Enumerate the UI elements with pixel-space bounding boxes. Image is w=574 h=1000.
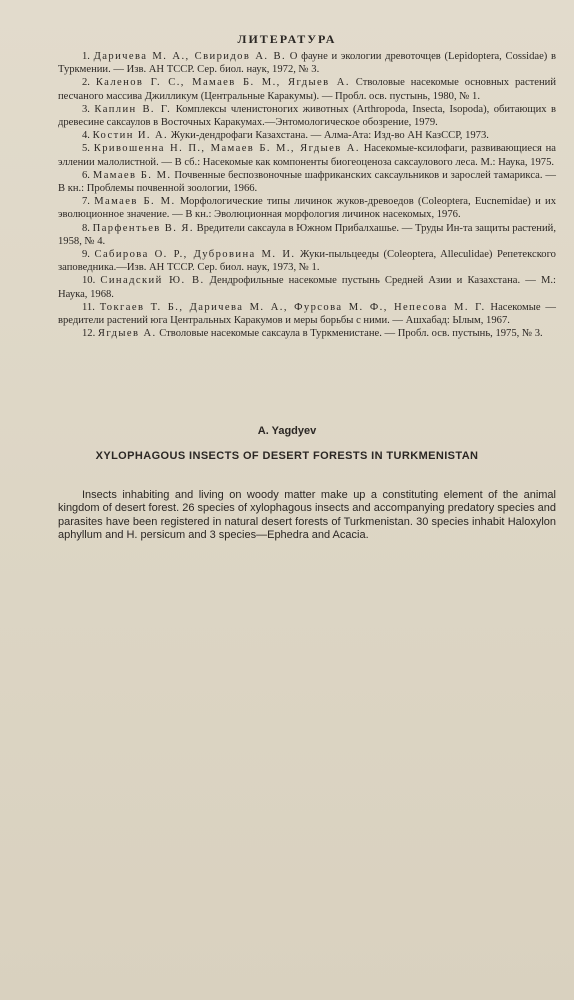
reference-number: 1. (82, 51, 90, 62)
reference-author: Каленов Г. С., Мамаев Б. М., Ягдыев А. (95, 77, 350, 89)
reference-item (58, 301, 556, 327)
reference-author: Мамаев Б. М. (94, 196, 176, 208)
reference-text: Жуки-пыльцееды (Coleoptera, Alleculidae) Репетекского заповедника.—Изв. АН ТССР. Сер. биол. наук, 1973, № 1. (58, 249, 556, 274)
reference-item (58, 169, 556, 195)
summary-title: XYLOPHAGOUS INSECTS OF DESERT FORESTS IN TURKMENISTAN (95, 450, 479, 462)
reference-author: Ягдыев А. (97, 328, 157, 340)
reference-number: 5. (82, 143, 90, 155)
reference-item (58, 195, 556, 221)
reference-number: 3. (82, 103, 90, 115)
reference-author: Кривошенна Н. П., Мамаев Б. М., Ягдыев А. (93, 143, 360, 155)
reference-number: 11. (82, 301, 95, 313)
reference-number: 2. (82, 77, 90, 89)
reference-text: Жуки-дендрофаги Казахстана. — Алма-Ата: Изд-во АН КазССР, 1973. (170, 130, 489, 142)
references-heading: ЛИТЕРАТУРА (237, 32, 337, 46)
reference-item (58, 274, 556, 300)
reference-text: О фауне и экологии древоточцев (Lepidoptera, Cossidae) в Туркмении. — Изв. АН ТССР. Сер. биол. наук, 1972, № 3. (58, 51, 557, 76)
reference-text: Комплексы членистоногих животных (Arthropoda, Insecta, Isopoda), обитающих в древесине саксаулов в Восточных Каракумах.—Энтомологическое обозрение, 1979. (58, 103, 557, 129)
references-list (58, 50, 556, 340)
summary-author: A. Yagdyev (257, 425, 317, 437)
reference-item (58, 222, 556, 248)
reference-number: 4. (82, 130, 90, 142)
reference-author: Синадский Ю. В. (100, 275, 205, 287)
reference-number: 12. (82, 328, 96, 340)
reference-text: Почвенные беспозвоночные шафриканских саксаульников и зарослей тамарикса. — В кн.: Проблемы почвенной зоологии, 1966. (58, 169, 557, 195)
reference-text: Морфологические типы личинок жуков-древоедов (Coleoptera, Eucnemidae) и их эволюционное значение. — В кн.: Эволюционная морфология личинок насекомых, 1976. (58, 196, 556, 221)
reference-text: Дендрофильные насекомые пустынь Средней Азии и Казахстана. — М.: Наука, 1968. (58, 275, 556, 300)
reference-author: Парфентьев В. Я. (92, 222, 194, 234)
reference-text: Вредители саксаула в Южном Прибалхашье. — Труды Ин-та защиты растений, 1958, № 4. (58, 222, 556, 247)
reference-item (58, 327, 556, 340)
reference-author: Мамаев Б. М. (92, 169, 172, 181)
reference-item (58, 142, 556, 168)
reference-text: Насекомые-ксилофаги, развивающиеся на эллении малолистной. — В сб.: Насекомые как компоненты биогеоценоза саксаулового леса. М.: Наука, 1975. (58, 143, 557, 168)
reference-text: Стволовые насекомые саксаула в Туркменистане. — Пробл. осв. пустынь, 1975, № 3. (159, 328, 543, 340)
reference-number: 9. (82, 249, 90, 261)
reference-item (58, 248, 556, 274)
reference-author: Костин И. А. (92, 130, 169, 142)
reference-item (58, 76, 556, 102)
reference-number: 6. (82, 169, 90, 181)
reference-author: Токгаев Т. Б., Даричева М. А., Фурсова М. Ф., Непесова М. Г. (99, 301, 486, 313)
reference-item (58, 50, 556, 76)
reference-author: Каплин В. Г. (94, 103, 172, 115)
reference-author: Сабирова О. Р., Дубровина М. И. (94, 249, 296, 261)
summary-paragraph: Insects inhabiting and living on woody matter make up a constituting element of the animal kingdom of desert forest. 26 species of xylophagous insects and accompanying predatory species and parasites have been registered in natural desert forests of Turkmenistan. 30 species inhabit Haloxylon aphyllum and H. persicum and 3 species—Ephedra and Acacia. (58, 489, 556, 542)
reference-number: 10. (82, 275, 96, 287)
reference-item (58, 129, 556, 142)
reference-item (58, 103, 556, 129)
reference-author: Даричева М. А., Свиридов А. В. (93, 51, 287, 62)
reference-number: 8. (82, 222, 90, 234)
reference-number: 7. (82, 196, 90, 208)
reference-text: Насекомые — вредители растений юга Центральных Каракумов и меры борьбы с ними. — Ашхабад: Ылым, 1967. (58, 301, 556, 327)
reference-text: Стволовые насекомые основных растений песчаного массива Джилликум (Центральные Каракумы). — Пробл. осв. пустынь, 1980, № 1. (58, 77, 556, 102)
